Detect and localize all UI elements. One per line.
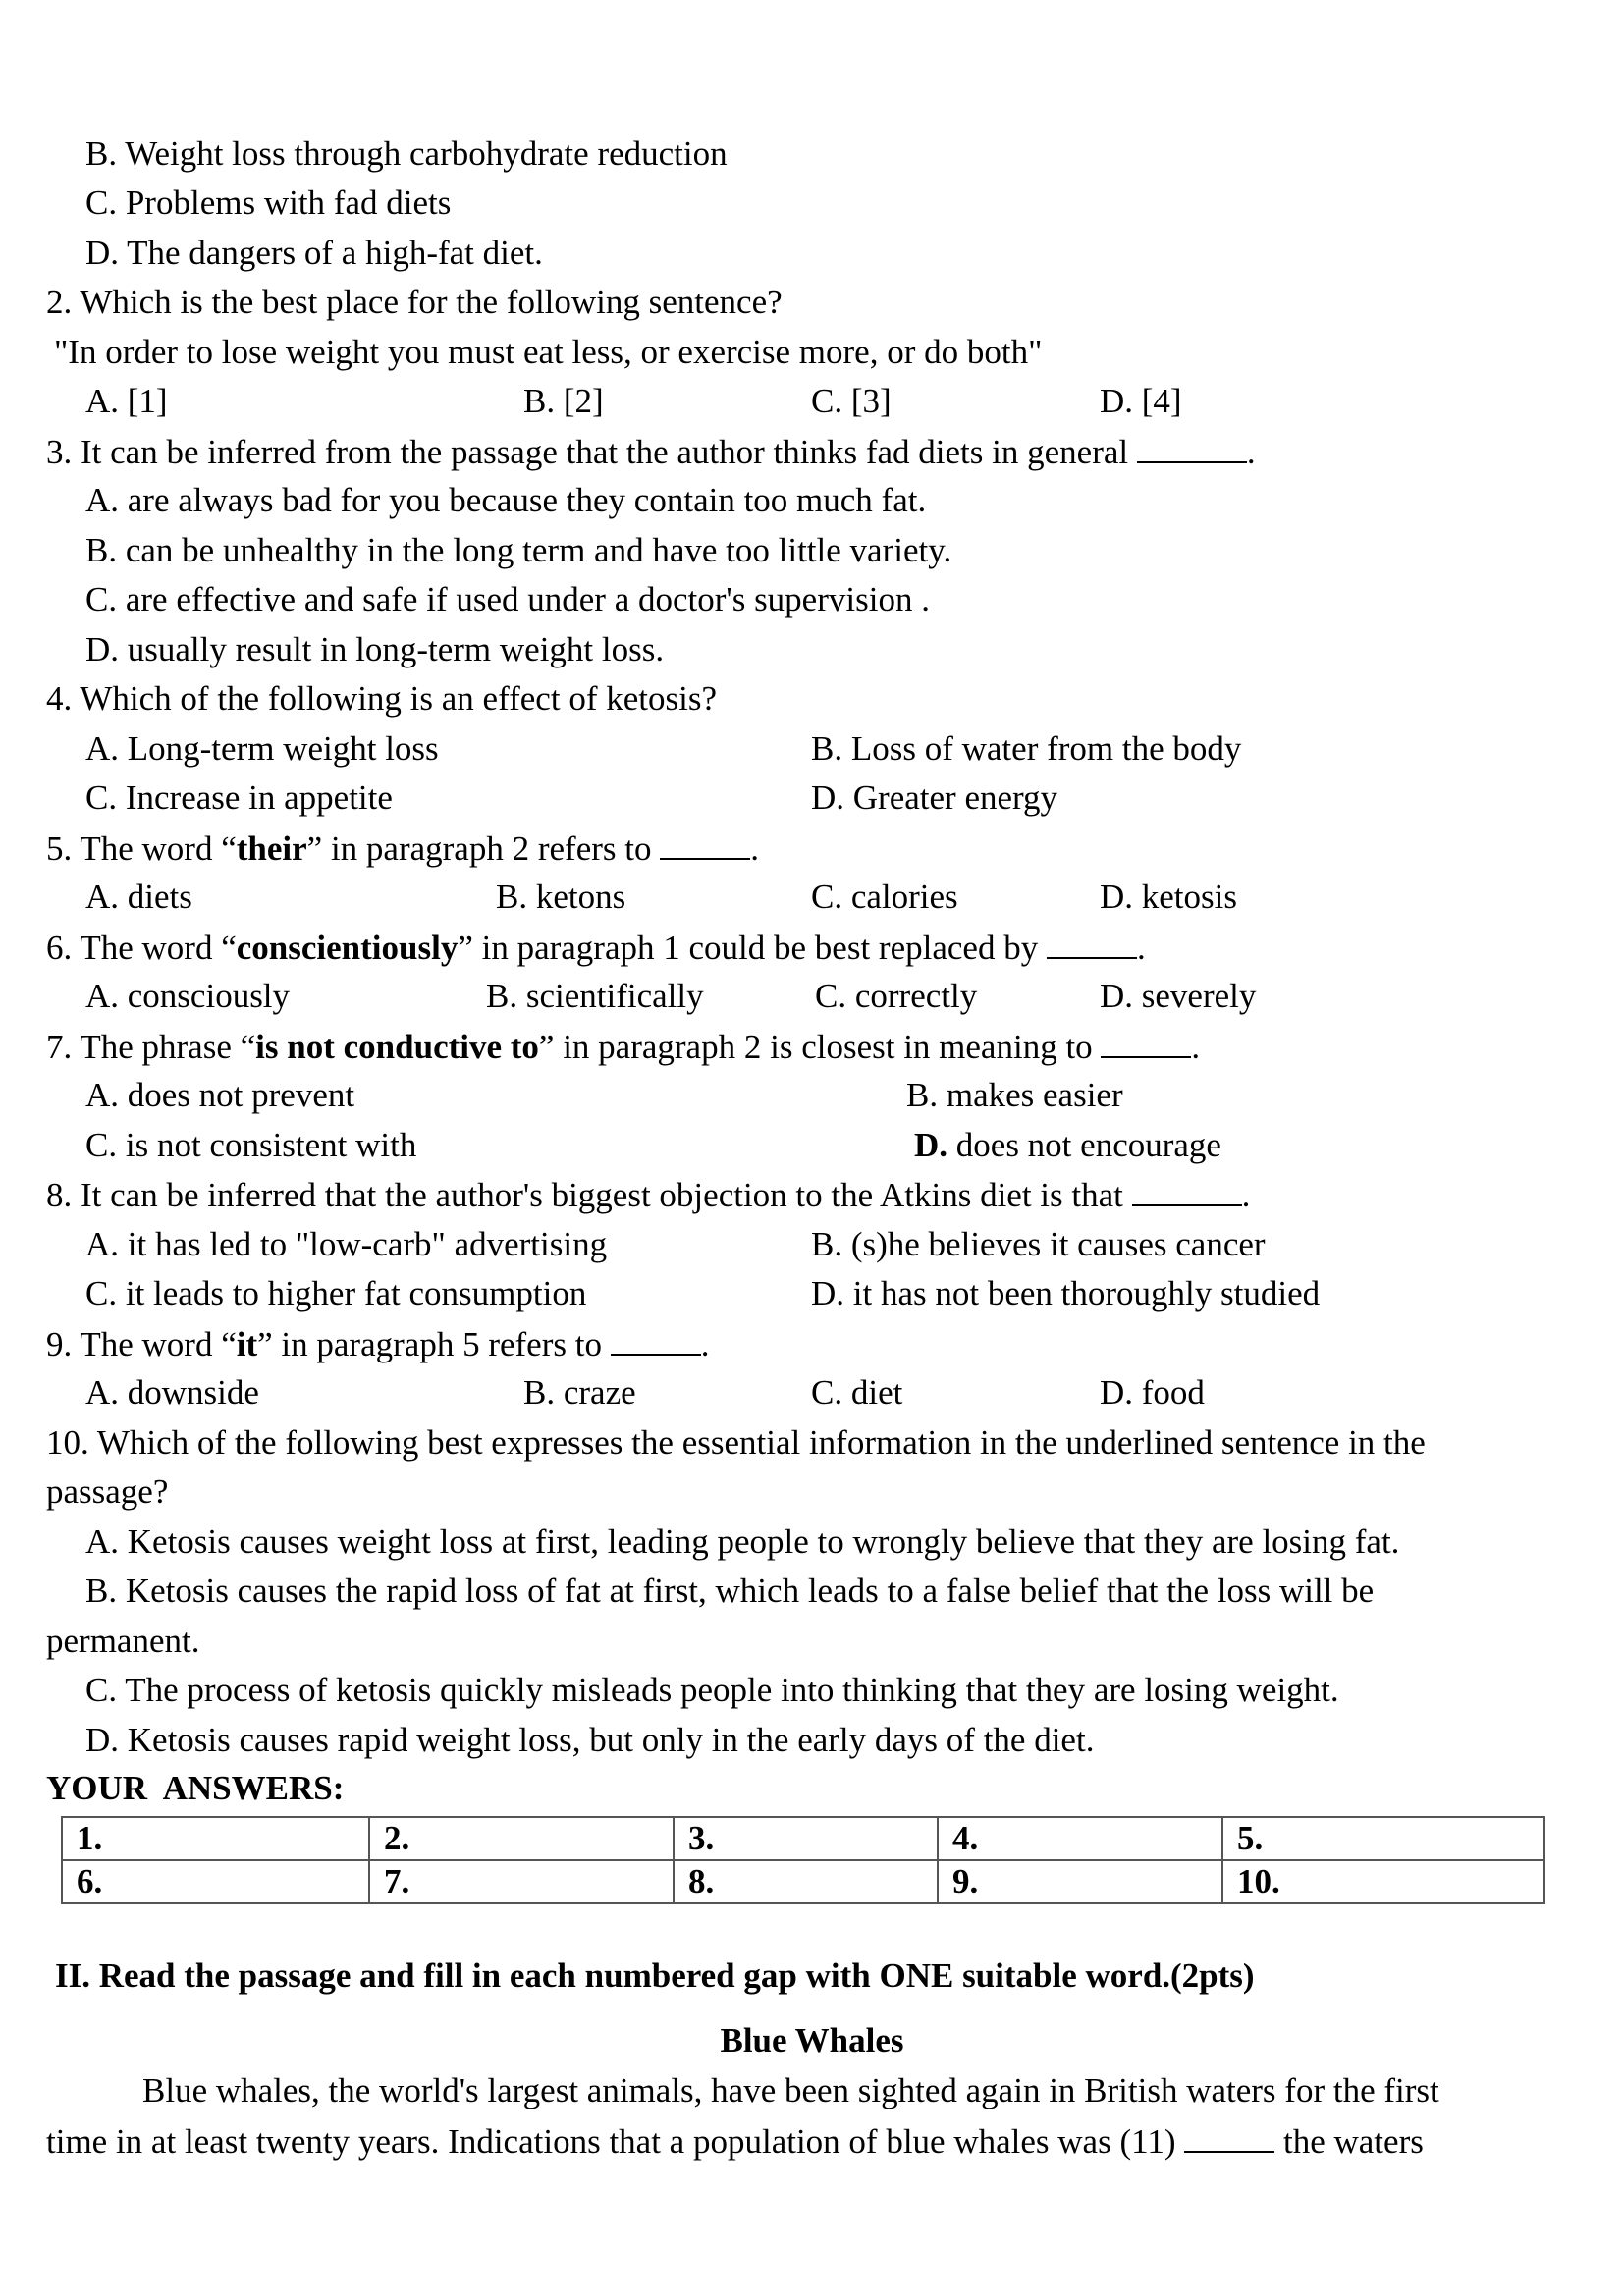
question-6-end: . [1136,929,1146,967]
q4-option-c: C. Increase in appetite [85,778,393,817]
answer-blank [1047,928,1137,959]
q8-option-c: C. it leads to higher fat consumption [85,1274,587,1312]
passage-line-2-pre: time in at least twenty years. Indications that a population of blue whales was (11) [46,2122,1176,2161]
q3-option-b: B. can be unhealthy in the long term and have too little variety. [85,531,952,569]
q4-option-d: D. Greater energy [811,778,1058,817]
question-2: 2. Which is the best place for the following sentence? [46,283,783,321]
q2-option-c: C. [3] [811,382,892,420]
q10-option-a: A. Ketosis causes weight loss at first, leading people to wrongly believe that they are losing fat. [85,1522,1400,1561]
passage-line-2-post: the waters [1274,2122,1424,2161]
question-10-cont: passage? [46,1472,169,1511]
q7-option-d-letter: D. [914,1126,948,1164]
q9-option-b: B. craze [523,1373,636,1412]
q5-option-a [85,878,192,917]
question-7-keyword: is not conductive to [255,1028,539,1066]
answer-cell[interactable]: 5. [1222,1817,1544,1860]
answer-cell[interactable]: 3. [674,1817,938,1860]
q8-option-d: D. it has not been thoroughly studied [811,1274,1321,1312]
q7-option-a: A. does not prevent [85,1076,355,1114]
answer-blank [611,1324,701,1356]
q1-option-b: B. Weight loss through carbohydrate reduction [85,134,728,173]
answer-cell[interactable]: 10. [1222,1860,1544,1903]
question-2-quote: "In order to lose weight you must eat less, or exercise more, or do both" [54,333,1043,371]
q5-option-d: D. ketosis [1100,878,1237,916]
answer-blank [1137,432,1247,463]
q8-option-b: B. (s)he believes it causes cancer [811,1225,1266,1263]
question-5-end: . [750,829,759,868]
q5-option-a-letter: A. [85,878,120,916]
q7-option-b: B. makes easier [906,1076,1123,1114]
question-6 [46,928,1146,968]
q3-option-a: A. are always bad for you because they contain too much fat. [85,481,927,519]
question-7-pre: 7. The phrase “ [46,1028,256,1066]
answer-table [61,1816,1545,1904]
question-7-post: ” in paragraph 2 is closest in meaning to [538,1028,1093,1066]
question-3-text: 3. It can be inferred from the passage that the author thinks fad diets in general [46,433,1129,471]
q3-option-c: C. are effective and safe if used under a doctor's supervision . [85,580,930,618]
q2-option-d: D. [4] [1100,382,1182,420]
question-5-keyword: their [236,829,307,868]
q2-option-b: B. [2] [523,382,604,420]
q10-option-d: D. Ketosis causes rapid weight loss, but only in the early days of the diet. [85,1721,1095,1759]
q6-option-d: D. severely [1100,977,1257,1015]
question-6-keyword: conscientiously [236,929,459,967]
question-4: 4. Which of the following is an effect of ketosis? [46,679,717,718]
question-9 [46,1324,709,1364]
q6-option-b: B. scientifically [486,977,704,1015]
question-7-end: . [1191,1028,1201,1066]
passage-line-2 [46,2121,1424,2162]
question-8 [46,1175,1250,1215]
q4-option-a: A. Long-term weight loss [85,729,439,768]
passage-line-1: Blue whales, the world's largest animals, have been sighted again in British waters for the first [142,2071,1439,2109]
section-2-heading: II. Read the passage and fill in each numbered gap with ONE suitable word.(2pts) [55,1956,1255,1995]
passage-title: Blue Whales [720,2021,904,2059]
q3-option-d: D. usually result in long-term weight loss. [85,630,665,668]
question-8-end: . [1241,1176,1251,1214]
q7-option-c: C. is not consistent with [85,1126,417,1164]
question-7 [46,1027,1200,1067]
q10-option-b-cont: permanent. [46,1622,200,1660]
question-5-pre: 5. The word “ [46,829,237,868]
q9-option-d: D. food [1100,1373,1205,1412]
answer-cell[interactable]: 9. [938,1860,1222,1903]
answer-row [62,1817,1544,1860]
question-3 [46,432,1256,472]
question-9-pre: 9. The word “ [46,1325,237,1363]
q7-option-d [914,1126,1221,1165]
q9-option-a: A. downside [85,1373,259,1412]
answer-cell[interactable]: 4. [938,1817,1222,1860]
q8-option-a: A. it has led to "low-carb" advertising [85,1225,608,1263]
answer-blank [660,828,750,860]
question-9-keyword: it [236,1325,258,1363]
q2-option-a: A. [1] [85,382,168,420]
answer-cell[interactable]: 1. [62,1817,369,1860]
question-9-post: ” in paragraph 5 refers to [257,1325,602,1363]
q1-option-d: D. The dangers of a high-fat diet. [85,234,543,272]
q5-option-a-text: diets [119,878,192,916]
question-9-end: . [700,1325,710,1363]
q10-option-c: C. The process of ketosis quickly misleads people into thinking that they are losing weight. [85,1671,1339,1709]
q5-option-c: C. calories [811,878,958,916]
q7-option-d-text: does not encourage [947,1126,1221,1164]
answer-cell[interactable]: 2. [369,1817,674,1860]
q5-option-b: B. ketons [496,878,626,916]
answer-cell[interactable]: 7. [369,1860,674,1903]
question-10: 10. Which of the following best expresses the essential information in the underlined sentence in the [46,1423,1426,1462]
q1-option-c: C. Problems with fad diets [85,184,452,222]
q10-option-b: B. Ketosis causes the rapid loss of fat at first, which leads to a false belief that the loss will be [85,1572,1375,1610]
question-8-text: 8. It can be inferred that the author's biggest objection to the Atkins diet is that [46,1176,1123,1214]
question-5-post: ” in paragraph 2 refers to [306,829,652,868]
q9-option-c: C. diet [811,1373,903,1412]
answer-row [62,1860,1544,1903]
q4-option-b: B. Loss of water from the body [811,729,1242,768]
gap-11-blank[interactable] [1184,2121,1274,2153]
question-6-post: ” in paragraph 1 could be best replaced by [458,929,1039,967]
question-6-pre: 6. The word “ [46,929,237,967]
question-5 [46,828,759,869]
q6-option-c: C. correctly [815,977,978,1015]
answers-label: YOUR ANSWERS: [46,1769,345,1807]
answer-blank [1101,1027,1191,1058]
answer-blank [1132,1175,1242,1206]
q6-option-a: A. consciously [85,977,291,1015]
question-3-end: . [1246,433,1256,471]
answer-cell[interactable]: 8. [674,1860,938,1903]
answer-cell[interactable]: 6. [62,1860,369,1903]
